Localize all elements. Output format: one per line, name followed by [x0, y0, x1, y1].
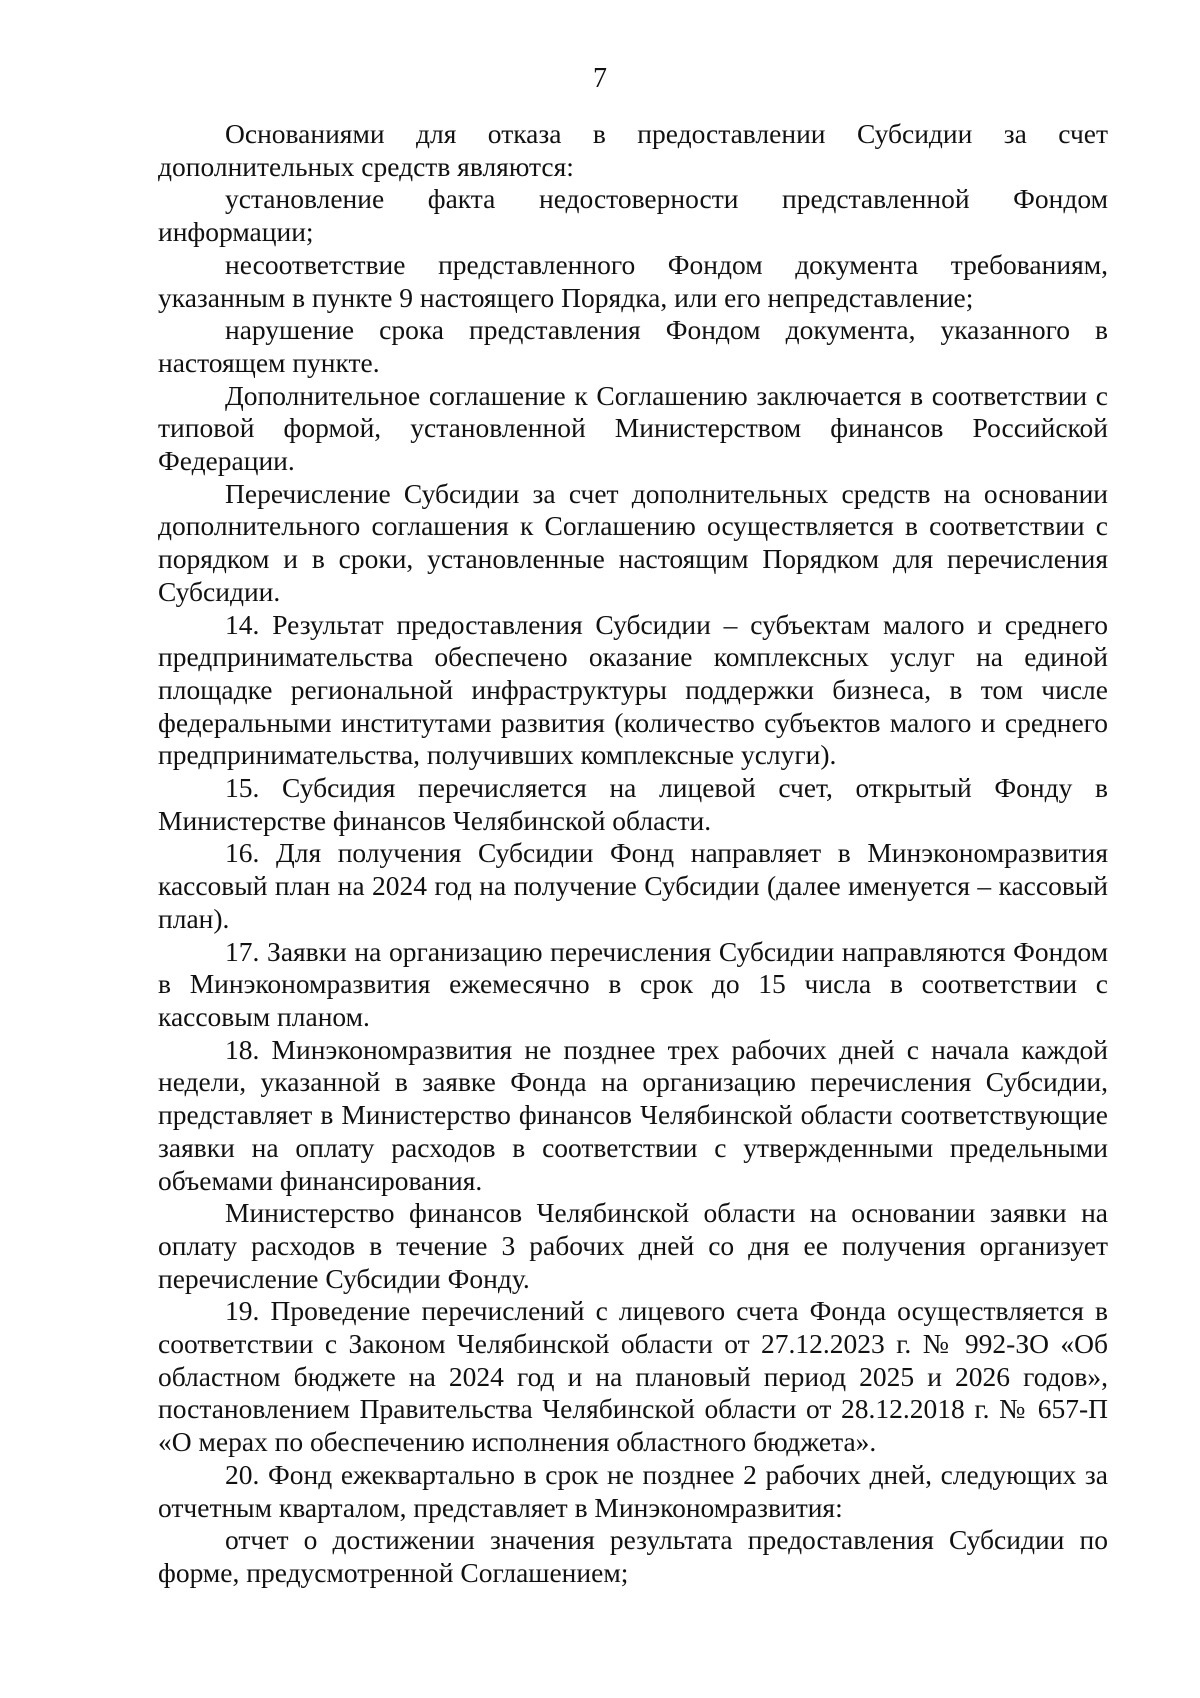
paragraph-finance-ministry: Министерство финансов Челябинской области на основании заявки на оплату расходов в течение 3 рабочих дней со дня ее получения организует перечисление Субсидии Фонду. [158, 1197, 1108, 1294]
paragraph-clause-14: 14. Результат предоставления Субсидии – субъектам малого и среднего предпринимательства обеспечено оказание комплексных услуг на единой площадке региональной инфраструктуры поддержки бизнеса, в том числе федеральными институтами развития (количество субъектов малого и среднего предпринимательства, получивших комплексные услуги). [158, 608, 1108, 771]
paragraph-clause-18: 18. Минэкономразвития не позднее трех рабочих дней с начала каждой недели, указанной в заявке Фонда на организацию перечисления Субсидии, представляет в Министерство финансов Челябинской области соответствующие заявки на оплату расходов в соответствии с утвержденными предельными объемами финансирования. [158, 1033, 1108, 1196]
paragraph-clause-19: 19. Проведение перечислений с лицевого счета Фонда осуществляется в соответствии с Законом Челябинской области от 27.12.2023 г. № 992-ЗО «Об областном бюджете на 2024 год и на плановый период 2025 и 2026 годов», постановлением Правительства Челябинской области от 28.12.2018 г. № 657-П «О мерах по обеспечению исполнения областного бюджета». [158, 1295, 1108, 1458]
paragraph-clause-20: 20. Фонд ежеквартально в срок не позднее 2 рабочих дней, следующих за отчетным кварталом, представляет в Минэкономразвития: [158, 1458, 1108, 1523]
paragraph-report-item: отчет о достижении значения результата предоставления Субсидии по форме, предусмотренной Соглашением; [158, 1524, 1108, 1588]
paragraph-ground-unreliable-info: установление факта недостоверности представленной Фондом информации; [158, 183, 1108, 248]
paragraph-additional-agreement: Дополнительное соглашение к Соглашению заключается в соответствии с типовой формой, установленной Министерством финансов Российской Федерации. [158, 379, 1108, 477]
document-body [158, 118, 1108, 1590]
paragraph-additional-transfer: Перечисление Субсидии за счет дополнительных средств на основании дополнительного соглашения к Соглашению осуществляется в соответствии с порядком и в сроки, установленные настоящим Порядком для перечисления Субсидии. [158, 477, 1108, 607]
paragraph-ground-document-mismatch: несоответствие представленного Фондом документа требованиям, указанным в пункте 9 настоящего Порядка, или его непредставление; [158, 248, 1108, 313]
paragraph-clause-17: 17. Заявки на организацию перечисления Субсидии направляются Фондом в Минэкономразвития ежемесячно в срок до 15 числа в соответствии с кассовым планом. [158, 935, 1108, 1032]
page-number: 7 [593, 63, 607, 94]
paragraph-ground-deadline-violation: нарушение срока представления Фондом документа, указанного в настоящем пункте. [158, 314, 1108, 378]
paragraph-clause-15: 15. Субсидия перечисляется на лицевой счет, открытый Фонду в Министерстве финансов Челябинской области. [158, 772, 1108, 836]
paragraph-clause-16: 16. Для получения Субсидии Фонд направляет в Минэкономразвития кассовый план на 2024 год на получение Субсидии (далее именуется – кассовый план). [158, 837, 1108, 934]
paragraph-refusal-grounds: Основаниями для отказа в предоставлении Субсидии за счет дополнительных средств являются: [158, 118, 1108, 182]
